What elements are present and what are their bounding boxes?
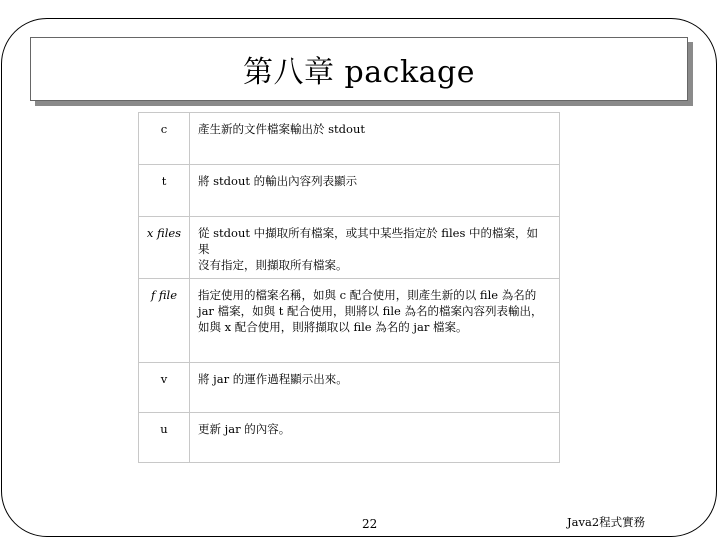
table-row bbox=[139, 165, 560, 217]
option-description bbox=[190, 413, 560, 463]
option-flag: t bbox=[139, 165, 190, 217]
option-description bbox=[190, 217, 560, 279]
description-line: 將 stdout 的輸出內容列表顯示 bbox=[198, 174, 358, 188]
option-flag: c bbox=[139, 113, 190, 165]
option-flag: u bbox=[139, 413, 190, 463]
slide-title: 第八章 package bbox=[243, 55, 475, 90]
option-description bbox=[190, 363, 560, 413]
title-box bbox=[30, 37, 688, 101]
option-flag: x files bbox=[139, 217, 190, 279]
jar-options-table bbox=[138, 112, 560, 463]
description-line: 如與 x 配合使用，則將擷取以 file 為名的 jar 檔案。 bbox=[198, 320, 468, 334]
description-line: 更新 jar 的內容。 bbox=[198, 422, 291, 436]
option-flag: f file bbox=[139, 279, 190, 363]
description-line: 將 jar 的運作過程顯示出來。 bbox=[198, 372, 348, 386]
table-row bbox=[139, 113, 560, 165]
table-row bbox=[139, 413, 560, 463]
table-row bbox=[139, 363, 560, 413]
table-row bbox=[139, 279, 560, 363]
description-line: 產生新的文件檔案輸出於 stdout bbox=[198, 122, 365, 136]
page-number: 22 bbox=[362, 517, 378, 531]
option-description bbox=[190, 165, 560, 217]
description-line: jar 檔案，如與 t 配合使用，則將以 file 為名的檔案內容列表輸出， bbox=[198, 304, 543, 318]
option-description bbox=[190, 113, 560, 165]
description-line: 從 stdout 中擷取所有檔案，或其中某些指定於 files 中的檔案，如果 bbox=[198, 226, 539, 256]
option-description bbox=[190, 279, 560, 363]
footer-course-title: Java2程式實務 bbox=[567, 515, 646, 529]
table-row bbox=[139, 217, 560, 279]
description-line: 指定使用的檔案名稱，如與 c 配合使用，則產生新的以 file 為名的 bbox=[198, 288, 537, 302]
option-flag: v bbox=[139, 363, 190, 413]
description-line: 沒有指定，則擷取所有檔案。 bbox=[198, 258, 348, 272]
